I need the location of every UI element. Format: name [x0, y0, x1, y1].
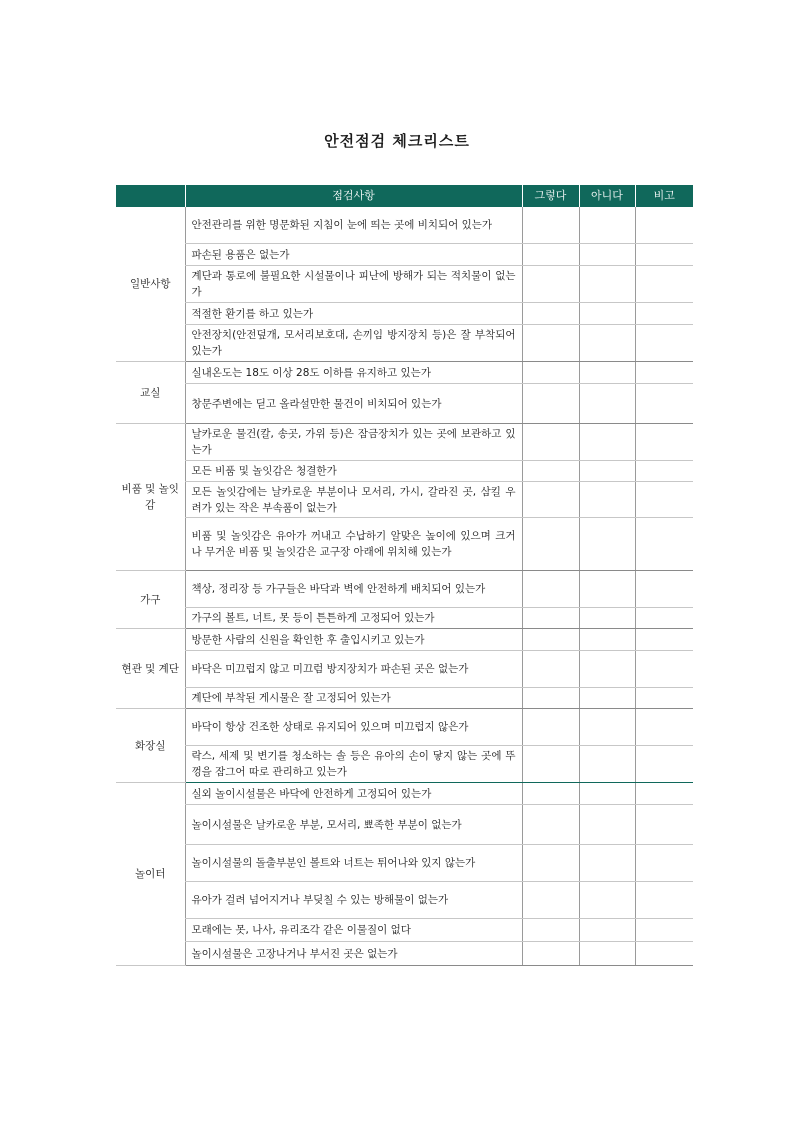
check-item-text: 방문한 사람의 신원을 확인한 후 출입시키고 있는가 [185, 629, 522, 651]
category-cell: 비품 및 놀잇감 [116, 424, 185, 571]
header-yes: 그렇다 [522, 185, 579, 207]
yes-cell[interactable] [522, 518, 579, 571]
checklist-row [116, 651, 693, 688]
checklist-row [116, 919, 693, 942]
note-cell[interactable] [635, 207, 693, 244]
check-item-text: 책상, 정리장 등 가구들은 바닥과 벽에 안전하게 배치되어 있는가 [185, 571, 522, 608]
checklist-row [116, 384, 693, 424]
checklist-row [116, 424, 693, 461]
header-item: 점검사항 [185, 185, 522, 207]
checklist-row [116, 303, 693, 325]
category-cell: 현관 및 계단 [116, 629, 185, 709]
no-cell[interactable] [579, 845, 635, 882]
yes-cell[interactable] [522, 424, 579, 461]
category-cell: 일반사항 [116, 207, 185, 362]
check-item-text: 실내온도는 18도 이상 28도 이하를 유지하고 있는가 [185, 362, 522, 384]
check-item-text: 실외 놀이시설물은 바닥에 안전하게 고정되어 있는가 [185, 783, 522, 805]
no-cell[interactable] [579, 518, 635, 571]
checklist-row [116, 688, 693, 709]
no-cell[interactable] [579, 805, 635, 845]
yes-cell[interactable] [522, 746, 579, 783]
check-item-text: 안전장치(안전덮개, 모서리보호대, 손끼임 방지장치 등)은 잘 부착되어 있는가 [185, 325, 522, 362]
yes-cell[interactable] [522, 571, 579, 608]
note-cell[interactable] [635, 709, 693, 746]
check-item-text: 유아가 걸려 넘어지거나 부딪칠 수 있는 방해물이 없는가 [185, 882, 522, 919]
note-cell[interactable] [635, 518, 693, 571]
check-item-text: 가구의 볼트, 너트, 못 등이 튼튼하게 고정되어 있는가 [185, 608, 522, 629]
no-cell[interactable] [579, 882, 635, 919]
note-cell[interactable] [635, 482, 693, 518]
yes-cell[interactable] [522, 688, 579, 709]
note-cell[interactable] [635, 746, 693, 783]
note-cell[interactable] [635, 362, 693, 384]
header-row [116, 185, 693, 207]
yes-cell[interactable] [522, 384, 579, 424]
no-cell[interactable] [579, 942, 635, 966]
yes-cell[interactable] [522, 882, 579, 919]
no-cell[interactable] [579, 709, 635, 746]
no-cell[interactable] [579, 919, 635, 942]
check-item-text: 안전관리를 위한 명문화된 지침이 눈에 띄는 곳에 비치되어 있는가 [185, 207, 522, 244]
no-cell[interactable] [579, 482, 635, 518]
note-cell[interactable] [635, 629, 693, 651]
no-cell[interactable] [579, 746, 635, 783]
checklist-row [116, 266, 693, 303]
note-cell[interactable] [635, 845, 693, 882]
yes-cell[interactable] [522, 608, 579, 629]
yes-cell[interactable] [522, 942, 579, 966]
note-cell[interactable] [635, 461, 693, 482]
check-item-text: 창문주변에는 딛고 올라설만한 물건이 비치되어 있는가 [185, 384, 522, 424]
note-cell[interactable] [635, 651, 693, 688]
header-no: 아니다 [579, 185, 635, 207]
yes-cell[interactable] [522, 325, 579, 362]
checklist-row [116, 882, 693, 919]
checklist-row [116, 608, 693, 629]
no-cell[interactable] [579, 362, 635, 384]
note-cell[interactable] [635, 688, 693, 709]
note-cell[interactable] [635, 942, 693, 966]
check-item-text: 계단에 부착된 게시물은 잘 고정되어 있는가 [185, 688, 522, 709]
checklist-row [116, 461, 693, 482]
check-item-text: 놀이시설물은 날카로운 부분, 모서리, 뾰족한 부분이 없는가 [185, 805, 522, 845]
note-cell[interactable] [635, 571, 693, 608]
yes-cell[interactable] [522, 629, 579, 651]
checklist-row [116, 942, 693, 966]
check-item-text: 놀이시설물은 고장나거나 부서진 곳은 없는가 [185, 942, 522, 966]
no-cell[interactable] [579, 266, 635, 303]
check-item-text: 놀이시설물의 돌출부분인 볼트와 너트는 튀어나와 있지 않는가 [185, 845, 522, 882]
yes-cell[interactable] [522, 266, 579, 303]
header-category [116, 185, 185, 207]
check-item-text: 락스, 세제 및 변기를 청소하는 솔 등은 유아의 손이 닿지 않는 곳에 뚜껑을 잠그어 따로 관리하고 있는가 [185, 746, 522, 783]
checklist-row [116, 362, 693, 384]
note-cell[interactable] [635, 919, 693, 942]
yes-cell[interactable] [522, 919, 579, 942]
note-cell[interactable] [635, 805, 693, 845]
checklist-row [116, 482, 693, 518]
checklist-table [116, 185, 693, 966]
yes-cell[interactable] [522, 303, 579, 325]
check-item-text: 바닥은 미끄럽지 않고 미끄럼 방지장치가 파손된 곳은 없는가 [185, 651, 522, 688]
note-cell[interactable] [635, 783, 693, 805]
no-cell[interactable] [579, 783, 635, 805]
check-item-text: 모든 놀잇감에는 날카로운 부분이나 모서리, 가시, 갈라진 곳, 삼킬 우려가 있는 작은 부속품이 없는가 [185, 482, 522, 518]
checklist-row [116, 746, 693, 783]
no-cell[interactable] [579, 303, 635, 325]
checklist-row [116, 709, 693, 746]
checklist-row [116, 207, 693, 244]
no-cell[interactable] [579, 325, 635, 362]
no-cell[interactable] [579, 629, 635, 651]
check-item-text: 모래에는 못, 나사, 유리조각 같은 이물질이 없다 [185, 919, 522, 942]
note-cell[interactable] [635, 325, 693, 362]
note-cell[interactable] [635, 608, 693, 629]
category-cell: 교실 [116, 362, 185, 424]
no-cell[interactable] [579, 651, 635, 688]
yes-cell[interactable] [522, 362, 579, 384]
check-item-text: 계단과 통로에 불필요한 시설물이나 피난에 방해가 되는 적치물이 없는가 [185, 266, 522, 303]
category-cell: 놀이터 [116, 783, 185, 966]
no-cell[interactable] [579, 424, 635, 461]
no-cell[interactable] [579, 461, 635, 482]
check-item-text: 바닥이 항상 건조한 상태로 유지되어 있으며 미끄럽지 않은가 [185, 709, 522, 746]
yes-cell[interactable] [522, 805, 579, 845]
checklist-row [116, 783, 693, 805]
check-item-text: 모든 비품 및 놀잇감은 청결한가 [185, 461, 522, 482]
check-item-text: 적절한 환기를 하고 있는가 [185, 303, 522, 325]
note-cell[interactable] [635, 244, 693, 266]
yes-cell[interactable] [522, 651, 579, 688]
yes-cell[interactable] [522, 244, 579, 266]
note-cell[interactable] [635, 384, 693, 424]
checklist-row [116, 518, 693, 571]
checklist-row [116, 805, 693, 845]
yes-cell[interactable] [522, 845, 579, 882]
checklist-row [116, 629, 693, 651]
yes-cell[interactable] [522, 783, 579, 805]
checklist-row [116, 571, 693, 608]
page-title: 안전점검 체크리스트 [324, 132, 470, 150]
check-item-text: 날카로운 물건(칼, 송곳, 가위 등)은 잠금장치가 있는 곳에 보관하고 있는가 [185, 424, 522, 461]
checklist-row [116, 244, 693, 266]
yes-cell[interactable] [522, 482, 579, 518]
category-cell: 가구 [116, 571, 185, 629]
check-item-text: 비품 및 놀잇감은 유아가 꺼내고 수납하기 알맞은 높이에 있으며 크거나 무거운 비품 및 놀잇감은 교구장 아래에 위치해 있는가 [185, 518, 522, 571]
yes-cell[interactable] [522, 709, 579, 746]
note-cell[interactable] [635, 303, 693, 325]
note-cell[interactable] [635, 266, 693, 303]
no-cell[interactable] [579, 608, 635, 629]
note-cell[interactable] [635, 424, 693, 461]
yes-cell[interactable] [522, 461, 579, 482]
category-cell: 화장실 [116, 709, 185, 783]
header-note: 비고 [635, 185, 693, 207]
check-item-text: 파손된 용품은 없는가 [185, 244, 522, 266]
no-cell[interactable] [579, 207, 635, 244]
checklist-row [116, 845, 693, 882]
note-cell[interactable] [635, 882, 693, 919]
yes-cell[interactable] [522, 207, 579, 244]
no-cell[interactable] [579, 571, 635, 608]
no-cell[interactable] [579, 244, 635, 266]
no-cell[interactable] [579, 688, 635, 709]
checklist-row [116, 325, 693, 362]
no-cell[interactable] [579, 384, 635, 424]
